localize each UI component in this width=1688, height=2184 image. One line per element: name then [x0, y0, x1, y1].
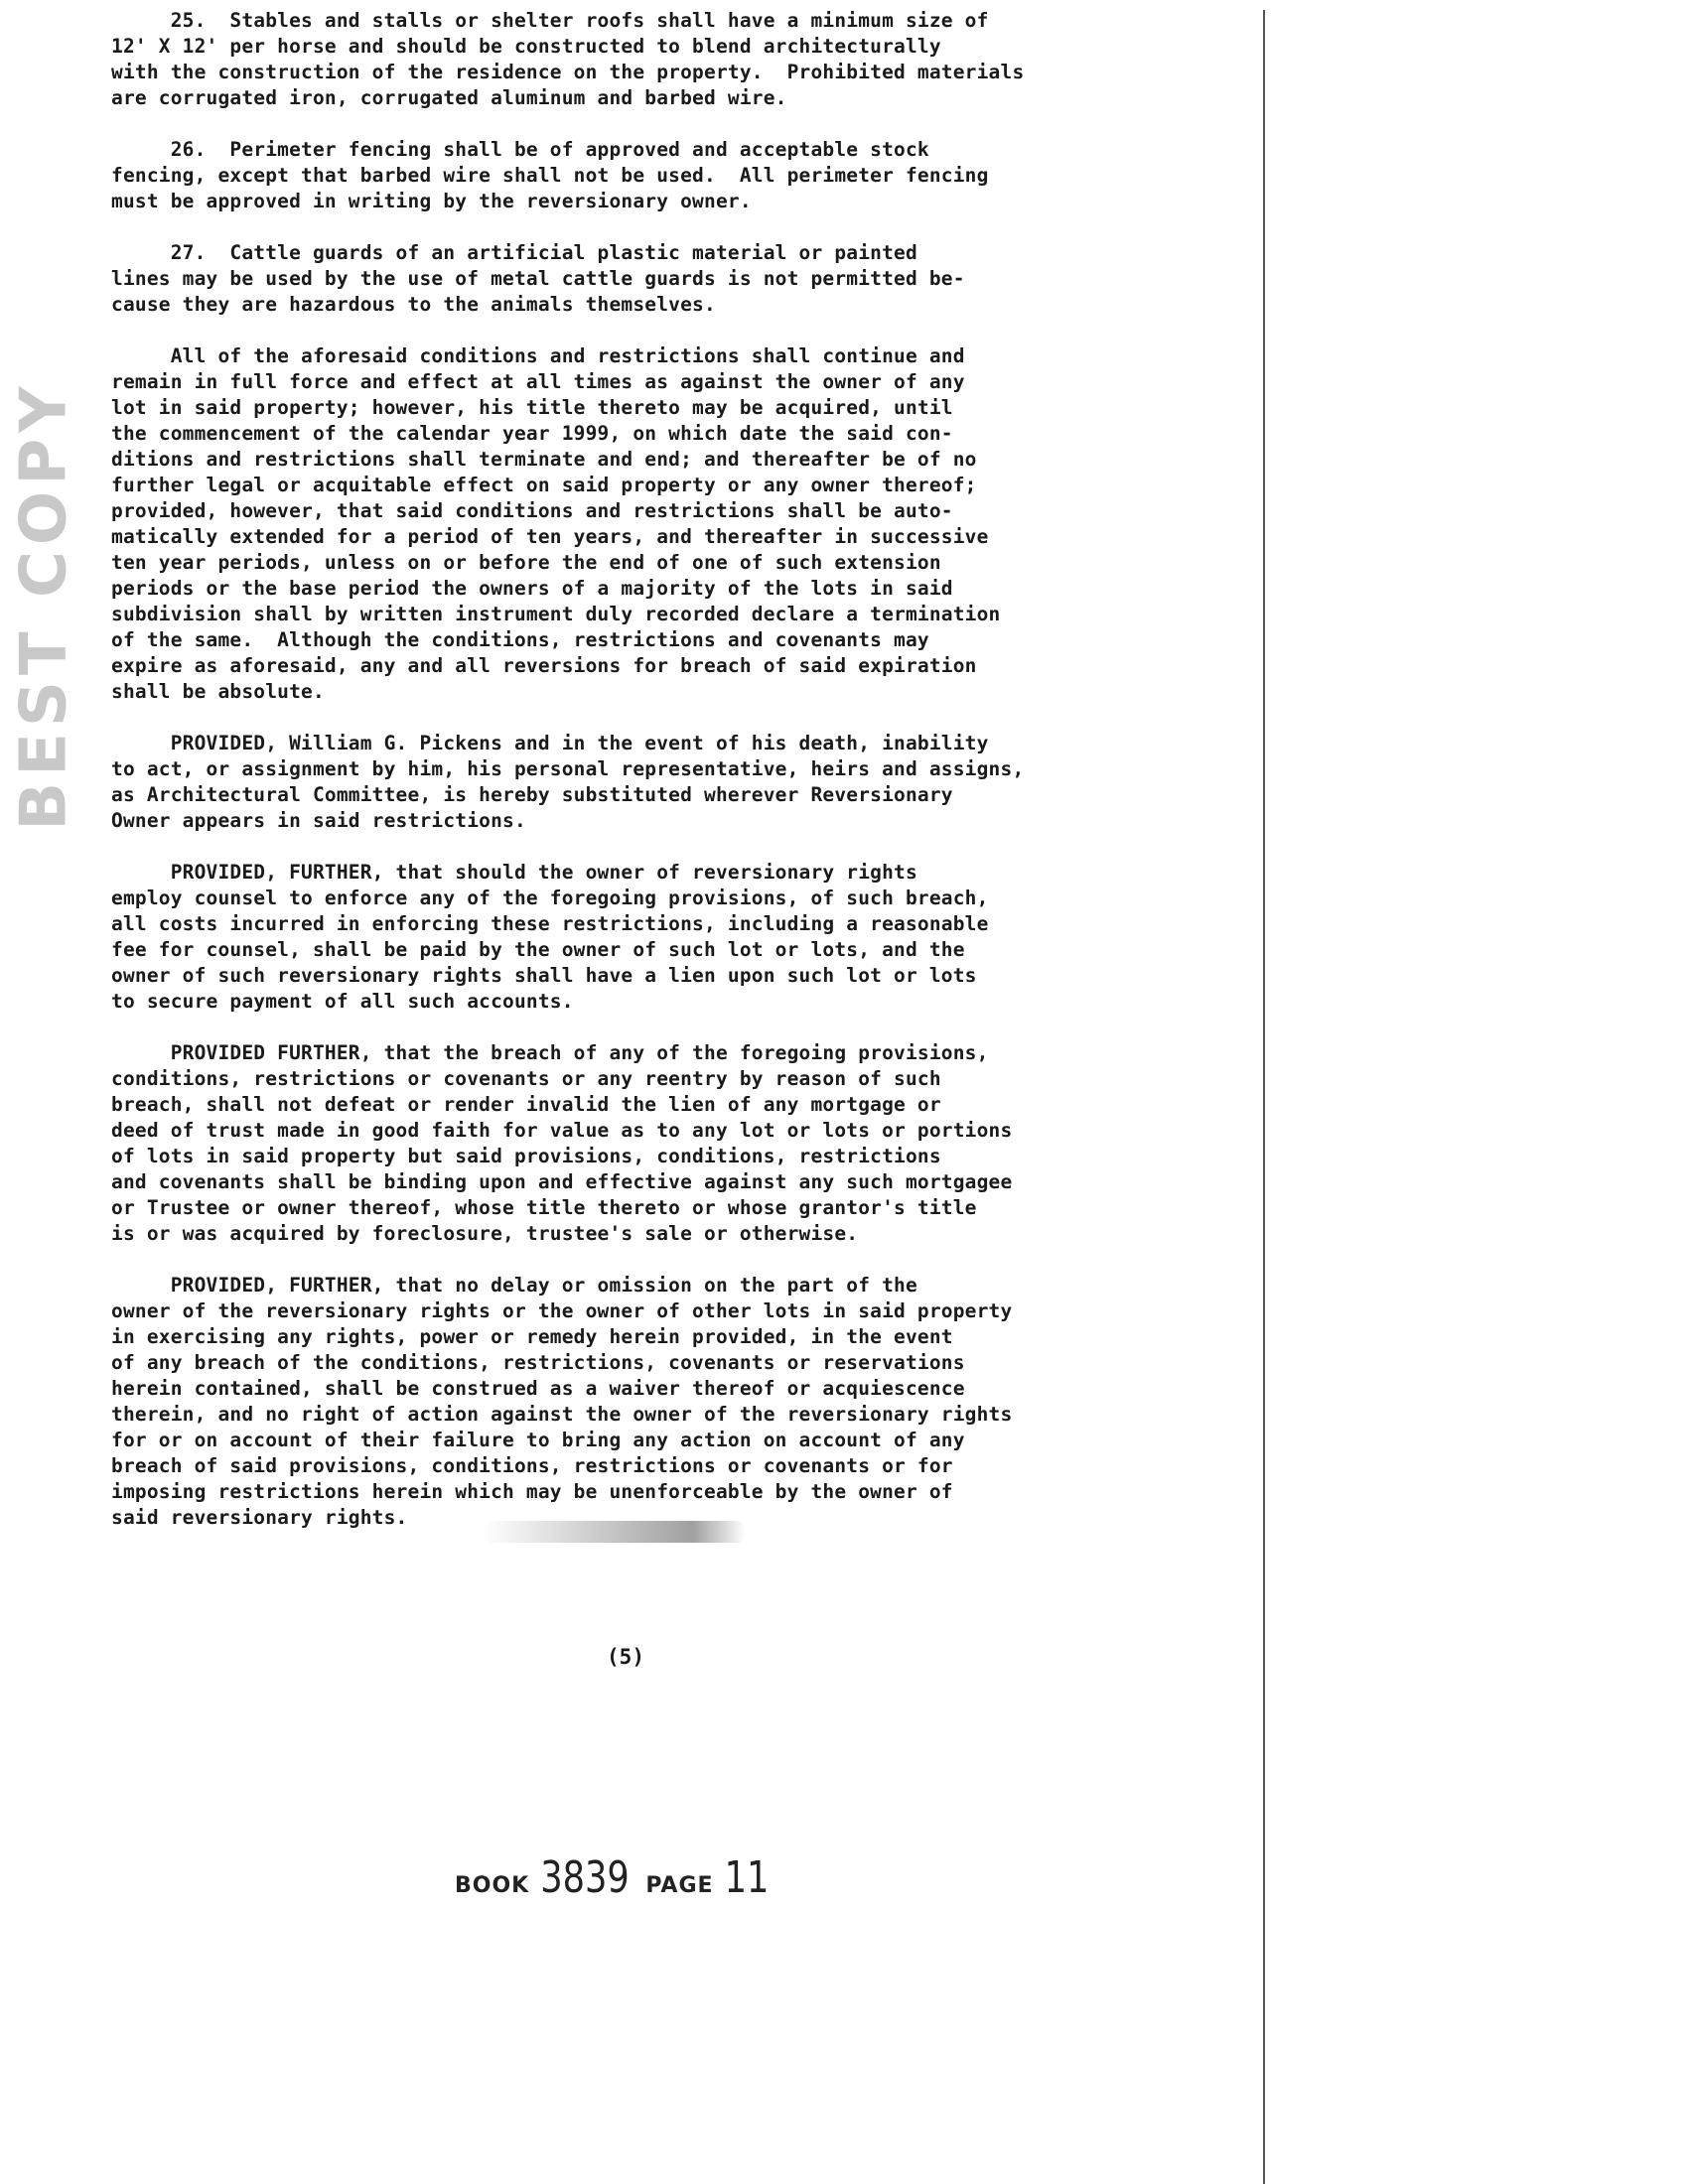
text-line: the commencement of the calendar year 1999, on which date the said con-	[111, 422, 953, 445]
book-page-number: 11	[724, 1852, 770, 1903]
text-line: are corrugated iron, corrugated aluminum and barbed wire.	[111, 86, 787, 109]
text-line: therein, and no right of action against the owner of the reversionary rights	[111, 1403, 1013, 1426]
text-line: deed of trust made in good faith for value as to any lot or lots or portions	[111, 1119, 1013, 1142]
text-line: to secure payment of all such accounts.	[111, 990, 574, 1013]
text-line: remain in full force and effect at all times as against the owner of any	[111, 370, 965, 393]
text-line: as Architectural Committee, is hereby substituted wherever Reversionary	[111, 783, 953, 806]
ink-smudge	[483, 1521, 746, 1543]
text-line: fencing, except that barbed wire shall not be used. All perimeter fencing	[111, 164, 989, 187]
text-line: for or on account of their failure to bring any action on account of any	[111, 1429, 965, 1451]
text-line: ditions and restrictions shall terminate and end; and thereafter be of no	[111, 448, 977, 471]
text-line: ten year periods, unless on or before the end of one of such extension	[111, 551, 941, 574]
text-line: cause they are hazardous to the animals themselves.	[111, 293, 716, 316]
text-line: must be approved in writing by the reversionary owner.	[111, 190, 752, 212]
text-line: or Trustee or owner thereof, whose title thereto or whose grantor's title	[111, 1196, 977, 1219]
text-line: all costs incurred in enforcing these restrictions, including a reasonable	[111, 912, 989, 935]
text-line: further legal or acquitable effect on said property or any owner thereof;	[111, 474, 977, 496]
text-line: PROVIDED, William G. Pickens and in the event of his death, inability	[111, 732, 989, 754]
text-line: 12' X 12' per horse and should be constructed to blend architecturally	[111, 35, 941, 58]
page-number: (5)	[607, 1645, 644, 1669]
text-line: lot in said property; however, his title thereto may be acquired, until	[111, 396, 953, 419]
text-line: matically extended for a period of ten years, and thereafter in successive	[111, 525, 989, 548]
margin-rule	[1263, 10, 1265, 2184]
text-line: and covenants shall be binding upon and effective against any such mortgagee	[111, 1170, 1013, 1193]
text-line: breach, shall not defeat or render invalid the lien of any mortgage or	[111, 1093, 941, 1116]
watermark-text: BEST COPY	[8, 380, 81, 831]
paragraph-provided-mortgage	[111, 1040, 1263, 1247]
text-line: said reversionary rights.	[111, 1506, 408, 1529]
text-line: to act, or assignment by him, his personal representative, heirs and assigns,	[111, 757, 1025, 780]
text-line: PROVIDED, FURTHER, that no delay or omission on the part of the	[111, 1274, 917, 1297]
paragraph-provided-pickens	[111, 731, 1263, 834]
paragraph-25	[111, 8, 1263, 111]
paragraph-provided-waiver	[111, 1273, 1263, 1531]
text-line: shall be absolute.	[111, 680, 325, 703]
text-line: is or was acquired by foreclosure, trustee's sale or otherwise.	[111, 1222, 859, 1245]
text-line: 26. Perimeter fencing shall be of approved and acceptable stock	[111, 138, 929, 161]
text-line: in exercising any rights, power or remedy herein provided, in the event	[111, 1325, 953, 1348]
text-line: conditions, restrictions or covenants or any reentry by reason of such	[111, 1067, 941, 1090]
text-line: fee for counsel, shall be paid by the owner of such lot or lots, and the	[111, 938, 965, 961]
text-line: provided, however, that said conditions and restrictions shall be auto-	[111, 499, 953, 522]
page-label: PAGE	[645, 1873, 714, 1898]
text-line: owner of the reversionary rights or the owner of other lots in said property	[111, 1299, 1013, 1322]
text-line: subdivision shall by written instrument duly recorded declare a termination	[111, 603, 1001, 625]
text-line: 27. Cattle guards of an artificial plastic material or painted	[111, 241, 917, 264]
text-line: PROVIDED FURTHER, that the breach of any of the foregoing provisions,	[111, 1041, 989, 1064]
watermark-stamp	[0, 377, 89, 834]
text-line: employ counsel to enforce any of the foregoing provisions, of such breach,	[111, 887, 989, 909]
text-line: periods or the base period the owners of a majority of the lots in said	[111, 577, 953, 600]
text-line: of the same. Although the conditions, restrictions and covenants may	[111, 628, 929, 651]
paragraph-27	[111, 240, 1263, 318]
paragraph-provided-counsel	[111, 860, 1263, 1015]
paragraph-26	[111, 137, 1263, 214]
text-line: of lots in said property but said provisions, conditions, restrictions	[111, 1145, 941, 1167]
book-number: 3839	[540, 1852, 631, 1903]
text-line: of any breach of the conditions, restrictions, covenants or reservations	[111, 1351, 965, 1374]
book-label: BOOK	[455, 1873, 530, 1898]
text-line: owner of such reversionary rights shall have a lien upon such lot or lots	[111, 964, 977, 987]
text-line: herein contained, shall be construed as a waiver thereof or acquiescence	[111, 1377, 965, 1400]
text-line: with the construction of the residence on the property. Prohibited materials	[111, 61, 1025, 83]
book-page-reference	[455, 1852, 774, 1903]
text-line: expire as aforesaid, any and all reversions for breach of said expiration	[111, 654, 977, 677]
text-line: All of the aforesaid conditions and restrictions shall continue and	[111, 344, 965, 367]
document-body	[111, 8, 1263, 1557]
text-line: 25. Stables and stalls or shelter roofs shall have a minimum size of	[111, 9, 989, 32]
paragraph-conditions-duration	[111, 343, 1263, 705]
text-line: Owner appears in said restrictions.	[111, 809, 526, 832]
text-line: lines may be used by the use of metal cattle guards is not permitted be-	[111, 267, 965, 290]
text-line: imposing restrictions herein which may be unenforceable by the owner of	[111, 1480, 953, 1503]
text-line: PROVIDED, FURTHER, that should the owner of reversionary rights	[111, 861, 917, 884]
text-line: breach of said provisions, conditions, restrictions or covenants or for	[111, 1454, 953, 1477]
